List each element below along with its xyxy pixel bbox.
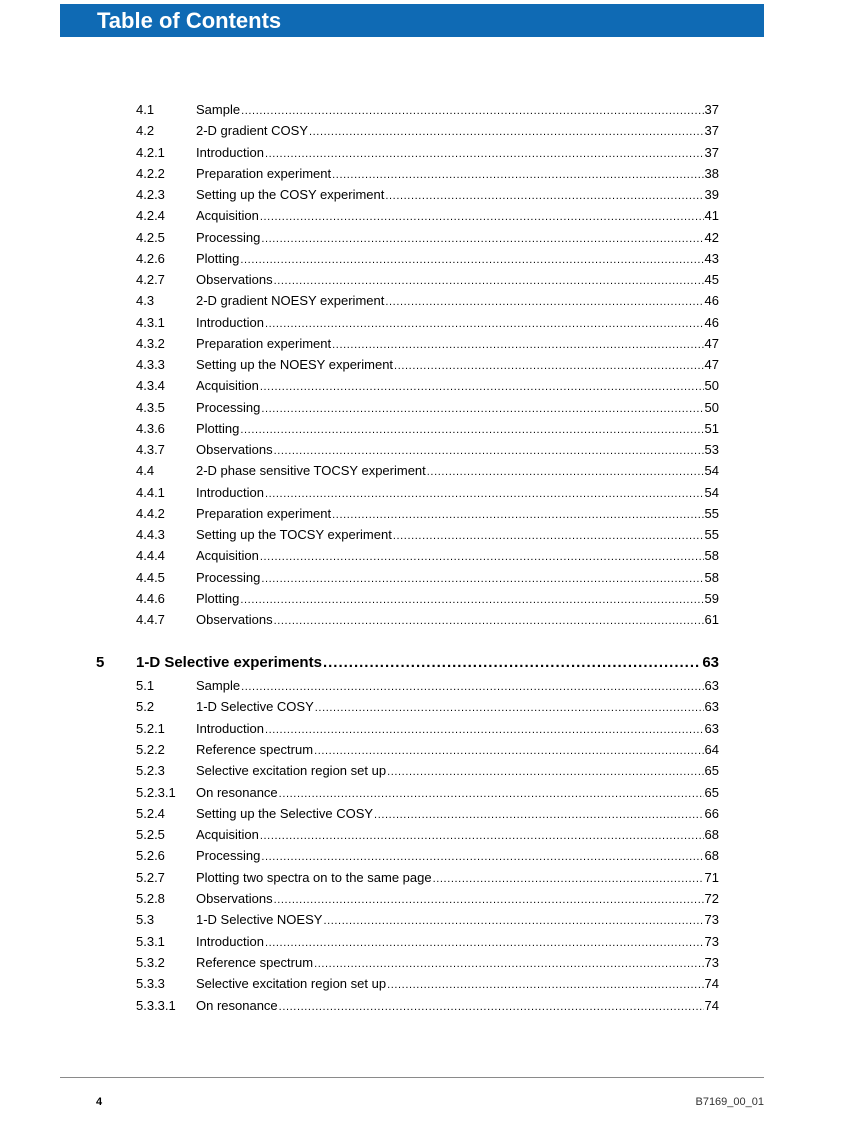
toc-entry[interactable] bbox=[136, 677, 719, 695]
toc-leader-dots bbox=[279, 785, 704, 803]
toc-entry-title: 2-D phase sensitive TOCSY experiment bbox=[196, 463, 426, 479]
header-bar bbox=[60, 4, 764, 37]
toc-entry-title: Introduction bbox=[196, 314, 264, 330]
toc-entry-page: 65 bbox=[704, 763, 719, 779]
toc-entry[interactable] bbox=[136, 547, 719, 565]
toc-entry-body bbox=[196, 847, 719, 866]
toc-entry-number: 4.4.2 bbox=[136, 505, 165, 521]
toc-entry-number: 5.2.4 bbox=[136, 805, 165, 821]
toc-leader-dots bbox=[265, 315, 704, 333]
toc-entry-page: 50 bbox=[704, 378, 719, 394]
toc-leader-dots bbox=[387, 763, 703, 781]
toc-entry-title: 2-D gradient COSY bbox=[196, 123, 308, 139]
toc-leader-dots bbox=[433, 870, 704, 888]
toc-leader-dots bbox=[260, 548, 704, 566]
toc-entry-page: 72 bbox=[704, 891, 719, 906]
toc-entry[interactable] bbox=[136, 698, 719, 716]
toc-entry-title: Processing bbox=[196, 399, 261, 415]
toc-entry-number: 4.2.4 bbox=[136, 208, 165, 224]
toc-entry-number: 4.4.1 bbox=[136, 484, 165, 500]
toc-entry-body bbox=[196, 250, 719, 269]
toc-entry-body bbox=[196, 869, 719, 888]
toc-entry-body bbox=[196, 720, 719, 739]
toc-entry-body bbox=[196, 890, 719, 909]
toc-entry-number: 4.3.3 bbox=[136, 357, 165, 372]
toc-entry-number: 4.2.1 bbox=[136, 144, 165, 160]
toc-entry-page: 46 bbox=[704, 314, 719, 330]
toc-entry-body bbox=[196, 826, 719, 845]
toc-entry-page: 47 bbox=[704, 357, 719, 372]
toc-entry-number: 5.2.3 bbox=[136, 763, 165, 779]
toc-entry-number: 4.4.6 bbox=[136, 590, 165, 606]
toc-entry-number: 5.2.2 bbox=[136, 741, 165, 757]
toc-entry[interactable] bbox=[136, 890, 719, 908]
toc-entry-title: Observations bbox=[196, 272, 273, 287]
toc-entry[interactable] bbox=[136, 462, 719, 480]
toc-entry-page: 66 bbox=[704, 805, 719, 821]
toc-entry[interactable] bbox=[136, 911, 719, 929]
toc-leader-dots bbox=[261, 230, 703, 248]
toc-leader-dots bbox=[374, 806, 703, 824]
toc-entry-title: Introduction bbox=[196, 144, 264, 160]
toc-entry-body bbox=[196, 505, 719, 524]
toc-entry-number: 4.4.7 bbox=[136, 612, 165, 627]
toc-entry-page: 37 bbox=[704, 102, 719, 117]
toc-entry-body bbox=[196, 356, 719, 375]
toc-entry-body bbox=[196, 484, 719, 503]
toc-entry-number: 5.2 bbox=[136, 699, 155, 715]
toc-entry-number: 4.3.1 bbox=[136, 314, 165, 330]
toc-entry[interactable] bbox=[136, 335, 719, 353]
toc-leader-dots bbox=[332, 506, 703, 524]
toc-entry-number: 5.2.7 bbox=[136, 869, 165, 885]
toc-entry-title: Acquisition bbox=[196, 208, 259, 224]
toc-entry-number: 4.2.5 bbox=[136, 229, 165, 245]
toc-entry-title: 1-D Selective NOESY bbox=[196, 912, 323, 928]
toc-leader-dots bbox=[274, 272, 704, 290]
toc-entry-body bbox=[196, 677, 719, 696]
toc-entry-body bbox=[196, 547, 719, 566]
toc-chapter-body bbox=[136, 652, 719, 674]
toc-entry-body bbox=[196, 590, 719, 609]
toc-entry-title: Introduction bbox=[196, 933, 264, 949]
toc-leader-dots bbox=[394, 357, 703, 375]
toc-entry-body bbox=[196, 698, 719, 717]
toc-entry-number: 4.3.7 bbox=[136, 442, 165, 457]
toc-entry-body bbox=[196, 954, 719, 973]
toc-entry[interactable] bbox=[136, 441, 719, 459]
toc-entry-page: 38 bbox=[704, 165, 719, 181]
toc-entry-title: Selective excitation region set up bbox=[196, 976, 387, 992]
toc-entry[interactable] bbox=[136, 484, 719, 502]
page-title: Table of Contents bbox=[97, 8, 282, 33]
toc-entry-body bbox=[196, 335, 719, 354]
toc-leader-dots bbox=[261, 570, 703, 588]
toc-entry[interactable] bbox=[136, 101, 719, 119]
toc-leader-dots bbox=[332, 166, 703, 184]
toc-entry[interactable] bbox=[136, 186, 719, 204]
toc-leader-dots bbox=[274, 442, 704, 460]
toc-entry-title: Sample bbox=[196, 102, 241, 117]
toc-entry-body bbox=[196, 805, 719, 824]
toc-entry-title: Introduction bbox=[196, 720, 264, 736]
toc-entry-page: 37 bbox=[704, 144, 719, 160]
footer-page-number: 4 bbox=[96, 1096, 103, 1108]
toc-entry-title: On resonance bbox=[196, 784, 278, 800]
toc-entry-page: 39 bbox=[704, 187, 719, 202]
toc-leader-dots bbox=[261, 400, 703, 418]
toc-leader-dots bbox=[241, 102, 703, 120]
toc-entry[interactable] bbox=[136, 314, 719, 332]
toc-entry-page: 73 bbox=[704, 933, 719, 949]
toc-entry-page: 74 bbox=[704, 997, 719, 1013]
toc-entry[interactable] bbox=[136, 399, 719, 417]
toc-entry-page: 74 bbox=[704, 976, 719, 992]
toc-entry-body bbox=[196, 462, 719, 481]
toc-entry-number: 4.2.2 bbox=[136, 165, 165, 181]
toc-entry-body bbox=[196, 165, 719, 184]
toc-entry-number: 5.1 bbox=[136, 678, 155, 693]
toc-entry-page: 41 bbox=[704, 208, 719, 224]
toc-leader-dots bbox=[385, 293, 703, 311]
toc-entry-page: 68 bbox=[704, 827, 719, 843]
toc-entry-body bbox=[196, 229, 719, 248]
toc-entry[interactable] bbox=[136, 569, 719, 587]
toc-entry-title: Selective excitation region set up bbox=[196, 763, 387, 779]
toc-leader-dots bbox=[309, 123, 704, 141]
toc-entry-title: Reference spectrum bbox=[196, 741, 314, 757]
toc-entry-page: 53 bbox=[704, 442, 719, 457]
toc-leader-dots bbox=[279, 998, 704, 1016]
toc-entry-number: 4.2 bbox=[136, 123, 155, 139]
toc-leader-dots bbox=[274, 891, 704, 909]
toc-entry-number: 5.2.3.1 bbox=[136, 784, 176, 800]
toc-chapter-page: 63 bbox=[702, 654, 719, 671]
toc-entry-title: Setting up the NOESY experiment bbox=[196, 357, 394, 372]
toc-entry-body bbox=[196, 377, 719, 396]
toc-entry[interactable] bbox=[136, 250, 719, 268]
toc-entry-title: Observations bbox=[196, 612, 273, 627]
toc-entry-title: Sample bbox=[196, 678, 241, 693]
toc-entry-body bbox=[196, 762, 719, 781]
toc-entry-title: Setting up the COSY experiment bbox=[196, 187, 385, 202]
toc-entry-title: Plotting bbox=[196, 250, 240, 266]
toc-leader-dots bbox=[274, 612, 704, 630]
toc-entry-number: 4.2.3 bbox=[136, 187, 165, 202]
toc-entry-page: 73 bbox=[704, 954, 719, 970]
toc-entry[interactable] bbox=[136, 954, 719, 972]
toc-leader-dots bbox=[427, 463, 704, 481]
toc-entry-page: 63 bbox=[704, 678, 719, 693]
toc-leader-dots bbox=[260, 827, 704, 845]
footer-document-code: B7169_00_01 bbox=[695, 1096, 764, 1108]
toc-leader-dots bbox=[265, 145, 704, 163]
toc-entry[interactable] bbox=[136, 526, 719, 544]
toc-chapter-entry[interactable] bbox=[96, 652, 719, 674]
toc-entry-page: 51 bbox=[704, 420, 719, 436]
toc-entry-body bbox=[196, 526, 719, 545]
toc-entry-title: Setting up the TOCSY experiment bbox=[196, 527, 392, 542]
toc-leader-dots bbox=[387, 976, 703, 994]
toc-entry-number: 5.3.1 bbox=[136, 933, 165, 949]
toc-entry[interactable] bbox=[136, 505, 719, 523]
toc-entry-title: Processing bbox=[196, 229, 261, 245]
toc-entry-number: 4.3 bbox=[136, 293, 155, 309]
toc-entry[interactable] bbox=[136, 356, 719, 374]
toc-entry-page: 46 bbox=[704, 293, 719, 309]
toc-entry[interactable] bbox=[136, 611, 719, 629]
toc-leader-dots bbox=[393, 527, 704, 545]
toc-leader-dots bbox=[265, 721, 704, 739]
toc-entry-title: Setting up the Selective COSY bbox=[196, 805, 374, 821]
toc-entry-body bbox=[196, 186, 719, 205]
toc-entry[interactable] bbox=[136, 805, 719, 823]
toc-entry-body bbox=[196, 611, 719, 630]
toc-entry-page: 59 bbox=[704, 590, 719, 606]
toc-entry[interactable] bbox=[136, 271, 719, 289]
toc-entry-body bbox=[196, 441, 719, 460]
toc-entry-number: 5.2.6 bbox=[136, 848, 165, 864]
toc-entry-body bbox=[196, 911, 719, 930]
toc-entry[interactable] bbox=[136, 762, 719, 780]
toc-entry-body bbox=[196, 975, 719, 994]
toc-entry[interactable] bbox=[136, 590, 719, 608]
toc-entry-title: Observations bbox=[196, 891, 273, 906]
toc-entry-body bbox=[196, 314, 719, 333]
toc-entry-title: Plotting bbox=[196, 590, 240, 606]
toc-entry-body bbox=[196, 569, 719, 588]
toc-entry-page: 47 bbox=[704, 335, 719, 351]
toc-entry-title: Plotting two spectra on to the same page bbox=[196, 869, 432, 885]
toc-entry-title: Observations bbox=[196, 442, 273, 457]
toc-entry[interactable] bbox=[136, 720, 719, 738]
toc-entry-number: 4.3.4 bbox=[136, 378, 165, 394]
toc-entry-body bbox=[196, 122, 719, 141]
toc-leader-dots bbox=[260, 378, 704, 396]
toc-entry-page: 64 bbox=[704, 741, 719, 757]
toc-entry[interactable] bbox=[136, 847, 719, 865]
toc-entry-page: 45 bbox=[704, 272, 719, 287]
toc-leader-dots bbox=[260, 208, 704, 226]
toc-entry-number: 4.3.2 bbox=[136, 335, 165, 351]
toc-leader-dots bbox=[261, 848, 703, 866]
toc-entry-body bbox=[196, 784, 719, 803]
toc-entry[interactable] bbox=[136, 165, 719, 183]
toc-entry[interactable] bbox=[136, 933, 719, 951]
toc-leader-dots bbox=[240, 421, 703, 439]
toc-entry[interactable] bbox=[136, 122, 719, 140]
toc-leader-dots bbox=[240, 591, 703, 609]
toc-leader-dots bbox=[265, 934, 704, 952]
toc-entry[interactable] bbox=[136, 292, 719, 310]
toc-entry-page: 37 bbox=[704, 123, 719, 139]
toc-entry-title: Acquisition bbox=[196, 827, 259, 843]
toc-entry-number: 5.3 bbox=[136, 912, 155, 928]
toc-entry-number: 5.3.3 bbox=[136, 976, 165, 992]
toc-entry-page: 58 bbox=[704, 569, 719, 585]
toc-entry-title: On resonance bbox=[196, 997, 278, 1013]
toc-entry-number: 4.4.3 bbox=[136, 527, 165, 542]
toc-entry-title: 2-D gradient NOESY experiment bbox=[196, 293, 385, 309]
toc-entry-page: 54 bbox=[704, 484, 719, 500]
toc-chapter-title: 1-D Selective experiments bbox=[136, 654, 322, 671]
toc-entry-page: 43 bbox=[704, 250, 719, 266]
toc-entry-title: Acquisition bbox=[196, 548, 259, 564]
footer-divider bbox=[60, 1077, 764, 1078]
toc-entry[interactable] bbox=[136, 975, 719, 993]
toc-entry-page: 71 bbox=[704, 869, 719, 885]
toc-entry-body bbox=[196, 399, 719, 418]
toc-entry-page: 63 bbox=[704, 720, 719, 736]
toc-entry-number: 4.2.6 bbox=[136, 250, 165, 266]
toc-entry-number: 4.4.5 bbox=[136, 569, 165, 585]
toc-entry-page: 54 bbox=[704, 463, 719, 479]
toc-entry-page: 65 bbox=[704, 784, 719, 800]
toc-entry-number: 4.3.5 bbox=[136, 399, 165, 415]
toc-entry-number: 5.2.8 bbox=[136, 891, 165, 906]
toc-entry-number: 5.3.3.1 bbox=[136, 997, 176, 1013]
toc-entry-body bbox=[196, 144, 719, 163]
toc-entry-title: 1-D Selective COSY bbox=[196, 699, 314, 715]
toc-entry-title: Introduction bbox=[196, 484, 264, 500]
toc-entry-page: 42 bbox=[704, 229, 719, 245]
toc-entry-title: Processing bbox=[196, 848, 261, 864]
toc-entry[interactable] bbox=[136, 144, 719, 162]
toc-entry-body bbox=[196, 207, 719, 226]
toc-entry-number: 5.3.2 bbox=[136, 954, 165, 970]
toc-entry-title: Acquisition bbox=[196, 378, 259, 394]
toc-entry[interactable] bbox=[136, 741, 719, 759]
toc-entry[interactable] bbox=[136, 784, 719, 802]
toc-entry-body bbox=[196, 101, 719, 120]
toc-entry-page: 55 bbox=[704, 527, 719, 542]
toc-entry-title: Processing bbox=[196, 569, 261, 585]
toc-entry-number: 4.3.6 bbox=[136, 420, 165, 436]
toc-entry[interactable] bbox=[136, 377, 719, 395]
toc-entry-body bbox=[196, 997, 719, 1016]
toc-entry-page: 61 bbox=[704, 612, 719, 627]
toc-leader-dots bbox=[323, 652, 701, 674]
toc-leader-dots bbox=[314, 955, 703, 973]
toc-leader-dots bbox=[315, 699, 704, 717]
toc-entry-page: 63 bbox=[704, 699, 719, 715]
toc-entry-body bbox=[196, 933, 719, 952]
toc-entry[interactable] bbox=[136, 207, 719, 225]
toc-entry-number: 5.2.1 bbox=[136, 720, 165, 736]
toc-entry-page: 58 bbox=[704, 548, 719, 564]
toc-entry-page: 50 bbox=[704, 399, 719, 415]
toc-entry[interactable] bbox=[136, 420, 719, 438]
toc-entry-number: 4.4.4 bbox=[136, 548, 165, 564]
toc-entry-body bbox=[196, 741, 719, 760]
toc-entry-body bbox=[196, 292, 719, 311]
toc-entry-number: 4.2.7 bbox=[136, 272, 165, 287]
toc-entry-number: 4.4 bbox=[136, 463, 155, 479]
toc-entry-title: Preparation experiment bbox=[196, 335, 332, 351]
toc-entry-title: Plotting bbox=[196, 420, 240, 436]
toc-entry-page: 73 bbox=[704, 912, 719, 928]
toc-leader-dots bbox=[240, 251, 703, 269]
toc-entry-title: Reference spectrum bbox=[196, 954, 314, 970]
toc-leader-dots bbox=[332, 336, 703, 354]
toc-entry-title: Preparation experiment bbox=[196, 505, 332, 521]
toc-chapter-number: 5 bbox=[96, 654, 105, 671]
toc-entry[interactable] bbox=[136, 826, 719, 844]
toc-entry[interactable] bbox=[136, 229, 719, 247]
toc-leader-dots bbox=[314, 742, 703, 760]
toc-entry-body bbox=[196, 420, 719, 439]
toc-leader-dots bbox=[241, 678, 703, 696]
toc-entry-number: 5.2.5 bbox=[136, 827, 165, 843]
toc-entry[interactable] bbox=[136, 869, 719, 887]
toc-entry-number: 4.1 bbox=[136, 102, 155, 117]
toc-leader-dots bbox=[385, 187, 703, 205]
toc-leader-dots bbox=[323, 912, 703, 930]
toc-entry-title: Preparation experiment bbox=[196, 165, 332, 181]
toc-entry-page: 68 bbox=[704, 848, 719, 864]
toc-entry-page: 55 bbox=[704, 505, 719, 521]
toc-entry-body bbox=[196, 271, 719, 290]
toc-leader-dots bbox=[265, 485, 704, 503]
toc-entry[interactable] bbox=[136, 997, 719, 1015]
